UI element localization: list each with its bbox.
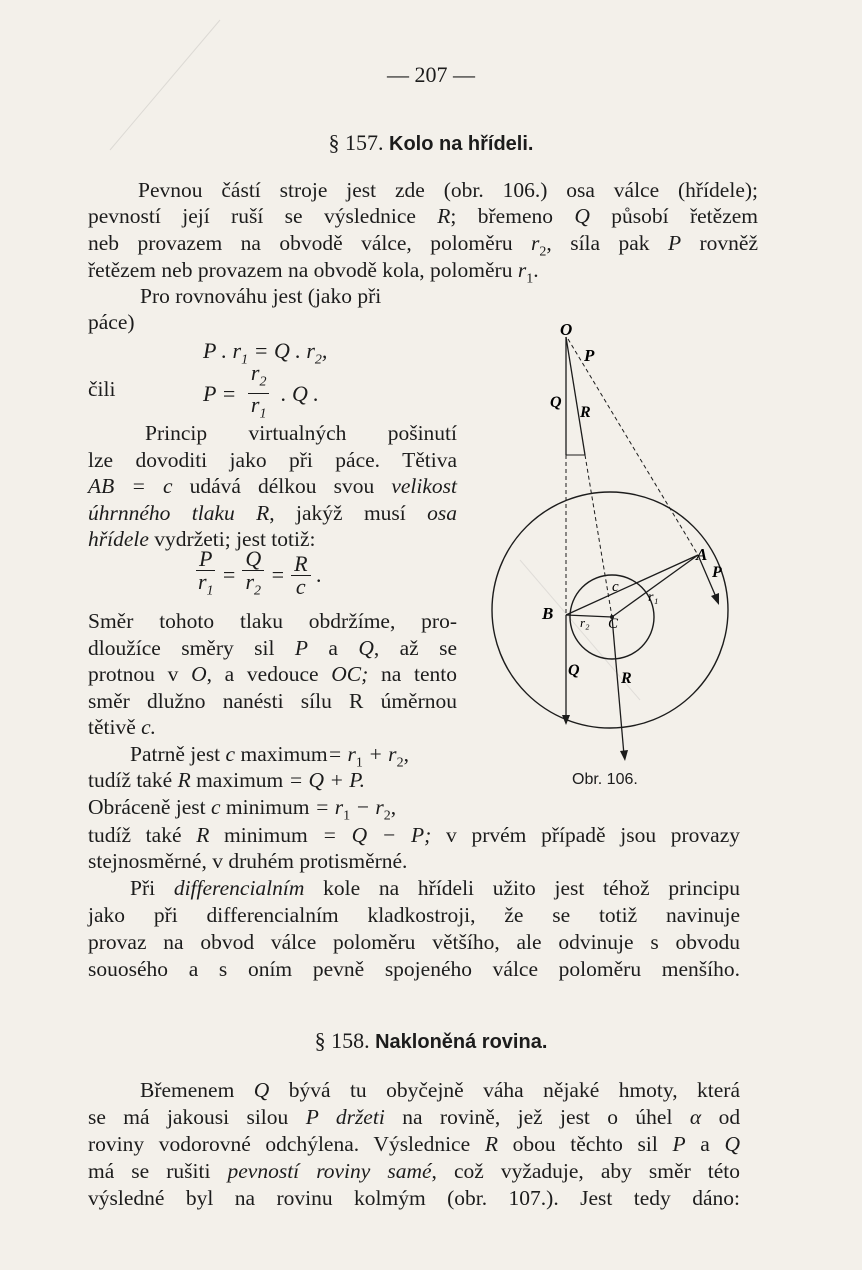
equation-2: P = $\frac{r_2}{r_1}$ . Q .	[203, 360, 319, 422]
para3-line3: AB = c udává délkou svou velikost	[88, 474, 458, 498]
label-R-top: R	[580, 404, 591, 421]
wheel-circle	[492, 492, 728, 728]
section-158-title: Nakloněná rovina.	[375, 1031, 548, 1053]
label-c-chord: c	[612, 579, 619, 595]
figure-106-diagram	[480, 315, 762, 795]
para4-line3: protnou v O, a vedouce OC; na tento	[88, 662, 458, 686]
para4-line2: dloužíce směry sil P a Q, až se	[88, 636, 458, 660]
label-P-right: P	[712, 564, 722, 581]
section-158-heading	[0, 1028, 862, 1054]
para5-line4: tudíž také R minimum = Q − P; v prvém případě jsou provazy	[88, 823, 741, 847]
para7-line4: má se rušiti pevností roviny samé, což vyžaduje, aby směr této	[88, 1159, 741, 1183]
para7-line1: Břemenem Q bývá tu obyčejně váha nějaké hmoty, která	[140, 1078, 741, 1102]
label-Q-top: Q	[550, 394, 562, 411]
para5-line3: Obráceně jest c minimum = $r_1 - r_2$,	[88, 795, 397, 824]
label-A: A	[696, 545, 708, 564]
para4-line1: Směr tohoto tlaku obdržíme, pro-	[88, 609, 457, 633]
para1-line3: neb provazem na obvodě válce, poloměru $r_2$, síla pak P rovněž	[88, 231, 759, 260]
para3-line4: úhrnného tlaku R, jakýž musí osa	[88, 501, 458, 525]
label-O: O	[560, 320, 573, 339]
para3-line1: Princip virtualných pošinutí	[145, 421, 457, 445]
para6-line3: provaz na obvod válce poloměru většího, ale odvinuje s obvodu	[88, 930, 740, 954]
para5-line2: tudíž také R maximum = Q + P.	[88, 768, 366, 792]
para2-line2: páce)	[88, 310, 135, 334]
label-r1: r₁	[648, 590, 659, 605]
para5-line1: Patrně jest c maximum= $r_1 + r_2$,	[130, 742, 409, 771]
label-P-top: P	[584, 346, 595, 365]
para6-line2: jako při differencialním kladkostroji, že se totiž navinuje	[88, 903, 740, 927]
para5-line5: stejnosměrné, v druhém protisměrné.	[88, 849, 408, 873]
page-number: — 207 —	[387, 62, 475, 87]
label-r2: r₂	[580, 615, 590, 630]
label-Q-bottom: Q	[568, 662, 580, 679]
para1-line1: Pevnou částí stroje jest zde (obr. 106.) osa válce (hřídele);	[138, 178, 758, 202]
para7-line2: se má jakousi silou P držeti na rovině, jež jest o úhel α od	[88, 1105, 741, 1129]
equation-1: P . $r_1 = Q$ . $r_2$,	[203, 338, 328, 368]
equation-2-prefix: čili	[88, 377, 116, 401]
equation-3: $\frac{P}{r_1}$ = $\frac{Q}{r_2}$ = $\frac{R}{c}$ .	[197, 546, 323, 599]
figure-caption: Obr. 106.	[572, 771, 638, 788]
section-157-title: Kolo na hřídeli.	[389, 133, 534, 155]
section-157-heading	[0, 130, 862, 156]
label-B: B	[542, 604, 554, 623]
para7-line5: výsledné byl na rovinu kolmým (obr. 107.). Jest tedy dáno:	[88, 1186, 740, 1210]
section-157-number: § 157.	[328, 130, 384, 155]
para7-line3: roviny vodorovné odchýlena. Výslednice R obou těchto sil P a Q	[88, 1132, 741, 1156]
para3-line2: lze dovoditi jako při páce. Tětiva	[88, 448, 457, 472]
para4-line5: tětivě c.	[88, 715, 157, 739]
para3-line5: hřídele vydržeti; jest totiž:	[88, 527, 316, 551]
para1-line4: řetězem neb provazem na obvodě kola, poloměru $r_1$.	[88, 258, 539, 287]
section-158-number: § 158.	[314, 1028, 370, 1053]
para2-line1: Pro rovnováhu jest (jako při	[140, 284, 382, 308]
label-C: C	[608, 616, 619, 632]
para4-line4: směr dlužno nanésti sílu R úměrnou	[88, 689, 457, 713]
para6-line4: souosého a s oním pevně spojeného válce poloměru menšího.	[88, 957, 740, 981]
label-R-bottom: R	[621, 670, 632, 687]
para1-line2: pevností její ruší se výslednice R; břemeno Q působí řetězem	[88, 204, 759, 228]
para6-line1: Při differencialním kole na hřídeli užito jest téhož principu	[130, 876, 740, 900]
